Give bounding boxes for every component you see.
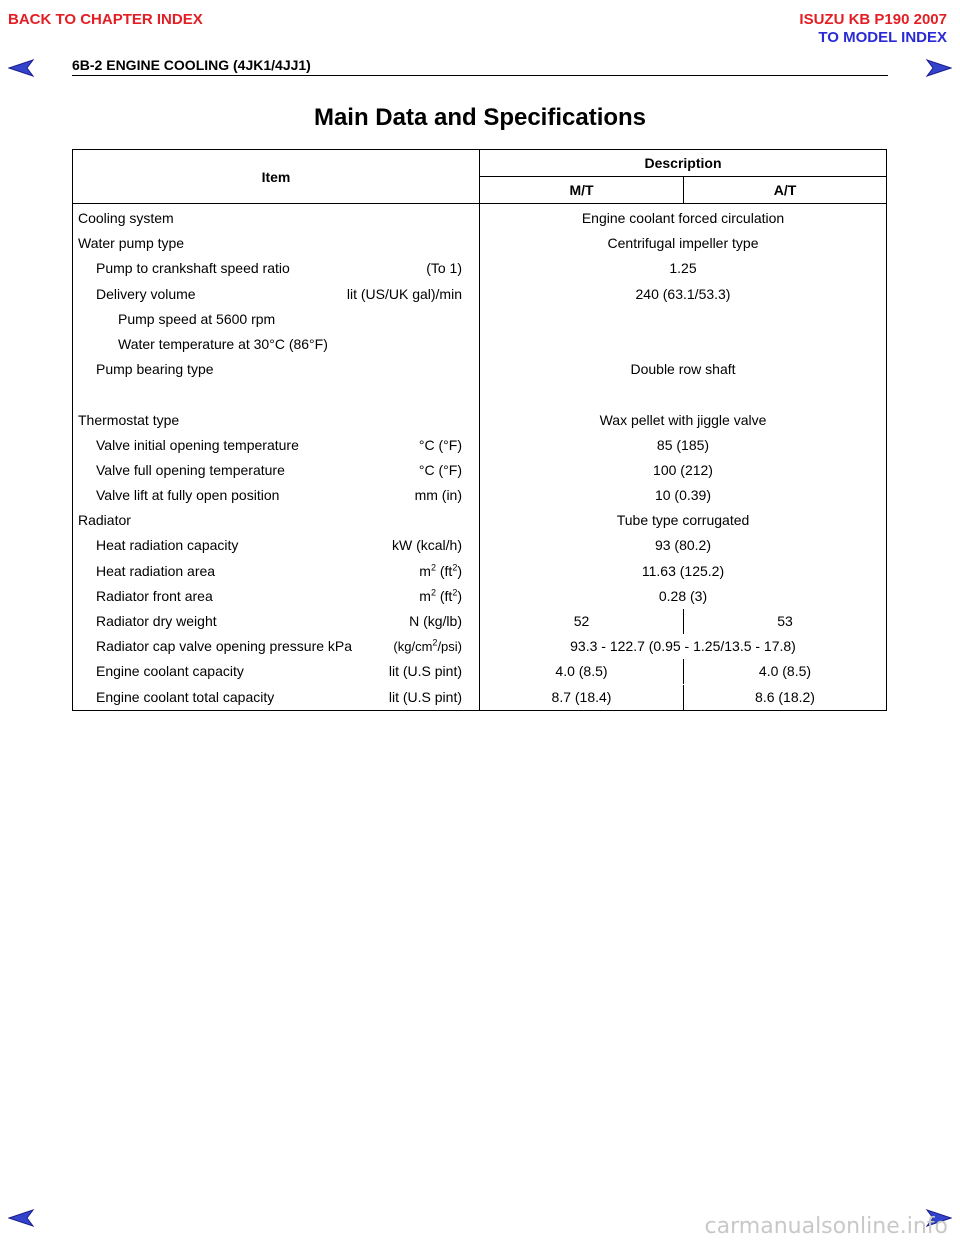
- row-item-label: Engine coolant capacity: [96, 663, 244, 680]
- row-value-at: 8.6 (18.2): [755, 688, 815, 705]
- prev-page-arrow-icon[interactable]: [8, 58, 34, 78]
- row-unit: $m^2$ $(ft^2)$: [419, 561, 462, 579]
- row-unit: $(kg/cm^2/psi)$: [393, 637, 462, 655]
- specifications-table: [72, 149, 887, 711]
- row-item-label: Valve full opening temperature: [96, 461, 285, 478]
- next-page-arrow-icon[interactable]: [926, 58, 952, 78]
- column-header-mt: M/T: [480, 177, 684, 203]
- row-item-label: Thermostat type: [78, 411, 180, 428]
- row-item-label: Water pump type: [78, 235, 185, 252]
- table-row: [73, 256, 886, 281]
- table-row: [73, 231, 886, 256]
- row-value: 100 (212): [653, 461, 713, 478]
- row-value: Tube type corrugated: [616, 512, 750, 529]
- row-item-label: Delivery volume: [96, 285, 196, 302]
- watermark-logo: carmanualsonline.info: [704, 1214, 948, 1239]
- table-row: [73, 332, 886, 357]
- model-title-link[interactable]: ISUZU KB P190 2007: [799, 11, 947, 28]
- table-row: [73, 533, 886, 558]
- to-model-index-link[interactable]: TO MODEL INDEX: [818, 29, 947, 46]
- section-header: 6B-2 ENGINE COOLING (4JK1/4JJ1): [72, 57, 888, 76]
- row-value: 85 (185): [656, 436, 710, 453]
- model-index-links: [799, 11, 947, 47]
- row-item-label: Heat radiation area: [96, 562, 216, 579]
- table-row: [73, 685, 886, 710]
- table-row: [73, 458, 886, 483]
- row-value: 93 (80.2): [654, 537, 712, 554]
- row-value: 93.3 - 122.7 (0.95 - 1.25/13.5 - 17.8): [570, 638, 796, 655]
- row-value: Engine coolant forced circulation: [581, 210, 785, 226]
- row-item-label: Heat radiation capacity: [96, 537, 239, 554]
- table-row: [73, 483, 886, 508]
- table-header: [73, 150, 886, 204]
- column-header-description: Description: [480, 150, 886, 177]
- table-row: [73, 634, 886, 659]
- table-row: [73, 584, 886, 609]
- table-row: [73, 282, 886, 307]
- row-unit: mm (in): [414, 487, 462, 504]
- page-title: Main Data and Specifications: [313, 104, 647, 131]
- table-row: [73, 307, 886, 332]
- table-row: [73, 659, 886, 684]
- row-value: 10 (0.39): [654, 487, 712, 504]
- row-item-label: Pump to crankshaft speed ratio: [96, 260, 290, 277]
- row-item-label: Radiator dry weight: [96, 613, 217, 629]
- table-row: [73, 609, 886, 634]
- row-value-at: 4.0 (8.5): [758, 663, 812, 680]
- row-value: 240 (63.1/53.3): [635, 285, 731, 302]
- table-row: [73, 559, 886, 584]
- row-item-label: Cooling system: [78, 210, 174, 226]
- table-row: [73, 508, 886, 533]
- row-item-label: Radiator: [78, 512, 131, 529]
- row-item-label: Engine coolant total capacity: [96, 688, 275, 705]
- row-unit: N (kg/lb): [409, 613, 462, 629]
- row-item-label: Radiator cap valve opening pressure kPa: [96, 638, 353, 655]
- row-item-label: Valve initial opening temperature: [96, 436, 299, 453]
- row-value: 0.28 (3): [658, 587, 708, 604]
- row-value-mt: 52: [573, 613, 590, 629]
- mt-at-divider: [683, 659, 684, 684]
- row-value-at: 53: [777, 613, 793, 629]
- table-row: [73, 408, 886, 433]
- table-row: [73, 206, 886, 231]
- row-value: Centrifugal impeller type: [607, 235, 759, 252]
- row-item-label: Radiator front area: [96, 587, 213, 604]
- row-value-mt: 8.7 (18.4): [551, 688, 612, 705]
- row-unit: lit (U.S pint): [388, 663, 462, 680]
- row-unit: °C (°F): [418, 461, 462, 478]
- row-value: 11.63 (125.2): [641, 562, 725, 579]
- row-unit: °C (°F): [418, 436, 462, 453]
- table-row-spacer: [73, 382, 886, 407]
- row-value: Double row shaft: [630, 361, 736, 378]
- row-value: Wax pellet with jiggle valve: [599, 411, 767, 428]
- row-unit: kW (kcal/h): [392, 537, 462, 554]
- row-unit: lit (U.S pint): [388, 688, 462, 705]
- row-unit: lit (US/UK gal)/min: [346, 285, 462, 302]
- row-unit: (To 1): [426, 260, 462, 277]
- table-row: [73, 433, 886, 458]
- row-unit: $m^2$ $(ft^2)$: [419, 587, 462, 604]
- row-item-label: Water temperature at 30°C (86°F): [118, 335, 328, 352]
- table-body: [73, 204, 886, 710]
- prev-page-arrow-icon[interactable]: [8, 1208, 34, 1228]
- mt-at-divider: [683, 609, 684, 634]
- back-to-chapter-index-link[interactable]: BACK TO CHAPTER INDEX: [8, 11, 203, 28]
- column-header-item: Item: [73, 150, 480, 203]
- column-header-at: A/T: [773, 182, 797, 198]
- row-item-label: Pump bearing type: [96, 361, 214, 378]
- row-item-label: Valve lift at fully open position: [96, 487, 280, 504]
- mt-at-divider: [683, 685, 684, 711]
- table-row: [73, 357, 886, 382]
- row-value-mt: 4.0 (8.5): [555, 663, 608, 680]
- row-item-label: Pump speed at 5600 rpm: [118, 310, 276, 327]
- row-value: 1.25: [669, 260, 697, 277]
